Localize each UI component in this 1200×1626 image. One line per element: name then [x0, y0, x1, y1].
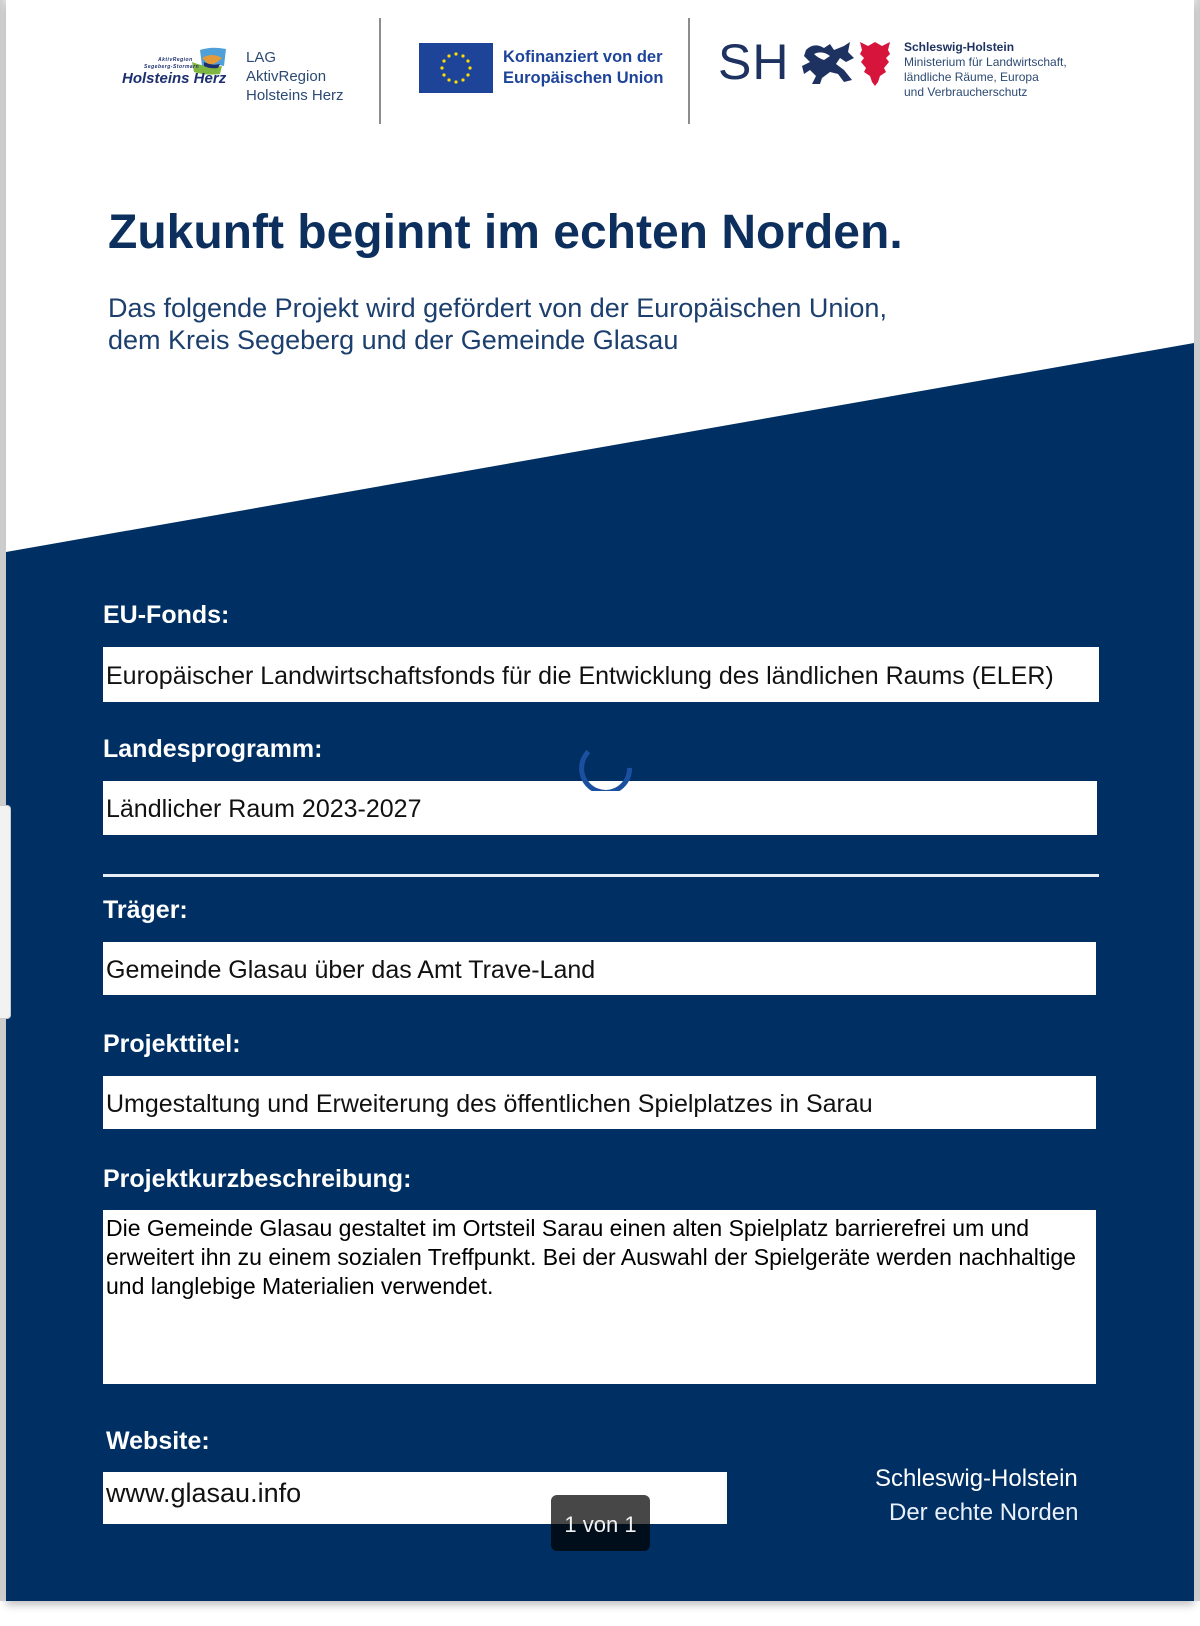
lag-line-2: AktivRegion	[246, 68, 327, 85]
lag-name	[246, 48, 344, 105]
nettle-leaf-icon	[860, 42, 890, 86]
ministry-title: Schleswig-Holstein	[904, 40, 1015, 54]
website-label: Website:	[106, 1427, 210, 1455]
eu-fonds-value: Europäischer Landwirtschaftsfonds für die Entwicklung des ländlichen Raums (ELER)	[106, 662, 1054, 690]
traeger-field[interactable]	[103, 942, 1096, 995]
ministry-line-1: Ministerium für Landwirtschaft,	[904, 55, 1067, 69]
sidebar-toggle-handle[interactable]	[0, 805, 11, 1019]
lag-brand-text: Holsteins Herz	[122, 70, 227, 87]
subtitle-line-1: Das folgende Projekt wird gefördert von der Europäischen Union,	[108, 293, 887, 323]
projekttitel-value: Umgestaltung und Erweiterung des öffentlichen Spielplatzes in Sarau	[106, 1090, 873, 1118]
pdf-page	[6, 0, 1194, 1601]
logo-separator-2	[688, 18, 690, 124]
viewer-edge-right	[1194, 0, 1200, 1601]
eu-text-line-2: Europäischen Union	[503, 69, 664, 87]
section-divider	[103, 874, 1099, 877]
eu-text-line-1: Kofinanziert von der	[503, 48, 663, 66]
funding-subtitle	[108, 292, 887, 356]
traeger-value: Gemeinde Glasau über das Amt Trave-Land	[106, 956, 596, 984]
eu-flag-icon	[419, 43, 493, 93]
lag-holsteins-herz-logo	[122, 44, 362, 114]
ministry-text	[904, 40, 1067, 100]
beschreibung-value: Die Gemeinde Glasau gestaltet im Ortsteil Sarau einen alten Spielplatz barrierefrei um und erweitert ihn zu einem sozialen Treffpunkt. Bei der Auswahl der Spielgeräte werden nachhaltige und langlebige Materialien verwendet.	[106, 1215, 1076, 1299]
lag-line-3: Holsteins Herz	[246, 87, 344, 104]
page-title: Zukunft beginnt im echten Norden.	[108, 206, 903, 259]
traeger-label: Träger:	[103, 896, 188, 924]
lag-small-text-1: AktivRegion	[158, 57, 193, 63]
subtitle-line-2: dem Kreis Segeberg und der Gemeinde Glasau	[108, 325, 679, 355]
footer-der-echte-norden: Der echte Norden	[889, 1499, 1079, 1526]
projekttitel-label: Projekttitel:	[103, 1030, 241, 1058]
landesprogramm-value: Ländlicher Raum 2023-2027	[106, 795, 422, 823]
lag-small-text-2: Segeberg-Stormarn	[144, 64, 200, 70]
beschreibung-field[interactable]	[103, 1210, 1096, 1384]
lion-icon	[800, 40, 856, 86]
ministry-line-3: und Verbraucherschutz	[904, 85, 1028, 99]
lag-line-1: LAG	[246, 49, 277, 66]
page-counter: 1 von 1	[551, 1495, 650, 1551]
logo-separator-1	[379, 18, 381, 124]
sh-letters-logo: SH	[718, 34, 790, 90]
footer-schleswig-holstein: Schleswig-Holstein	[875, 1465, 1078, 1492]
projekttitel-field[interactable]	[103, 1076, 1096, 1129]
eu-cofinanced-text	[503, 47, 663, 89]
eu-fonds-field[interactable]	[103, 647, 1099, 702]
ministry-line-2: ländliche Räume, Europa	[904, 70, 1039, 84]
loading-spinner-icon	[577, 735, 633, 791]
eu-fonds-label: EU-Fonds:	[103, 601, 230, 629]
beschreibung-label: Projektkurzbeschreibung:	[103, 1165, 412, 1193]
landesprogramm-label: Landesprogramm:	[103, 735, 323, 763]
website-value: www.glasau.info	[106, 1478, 302, 1508]
